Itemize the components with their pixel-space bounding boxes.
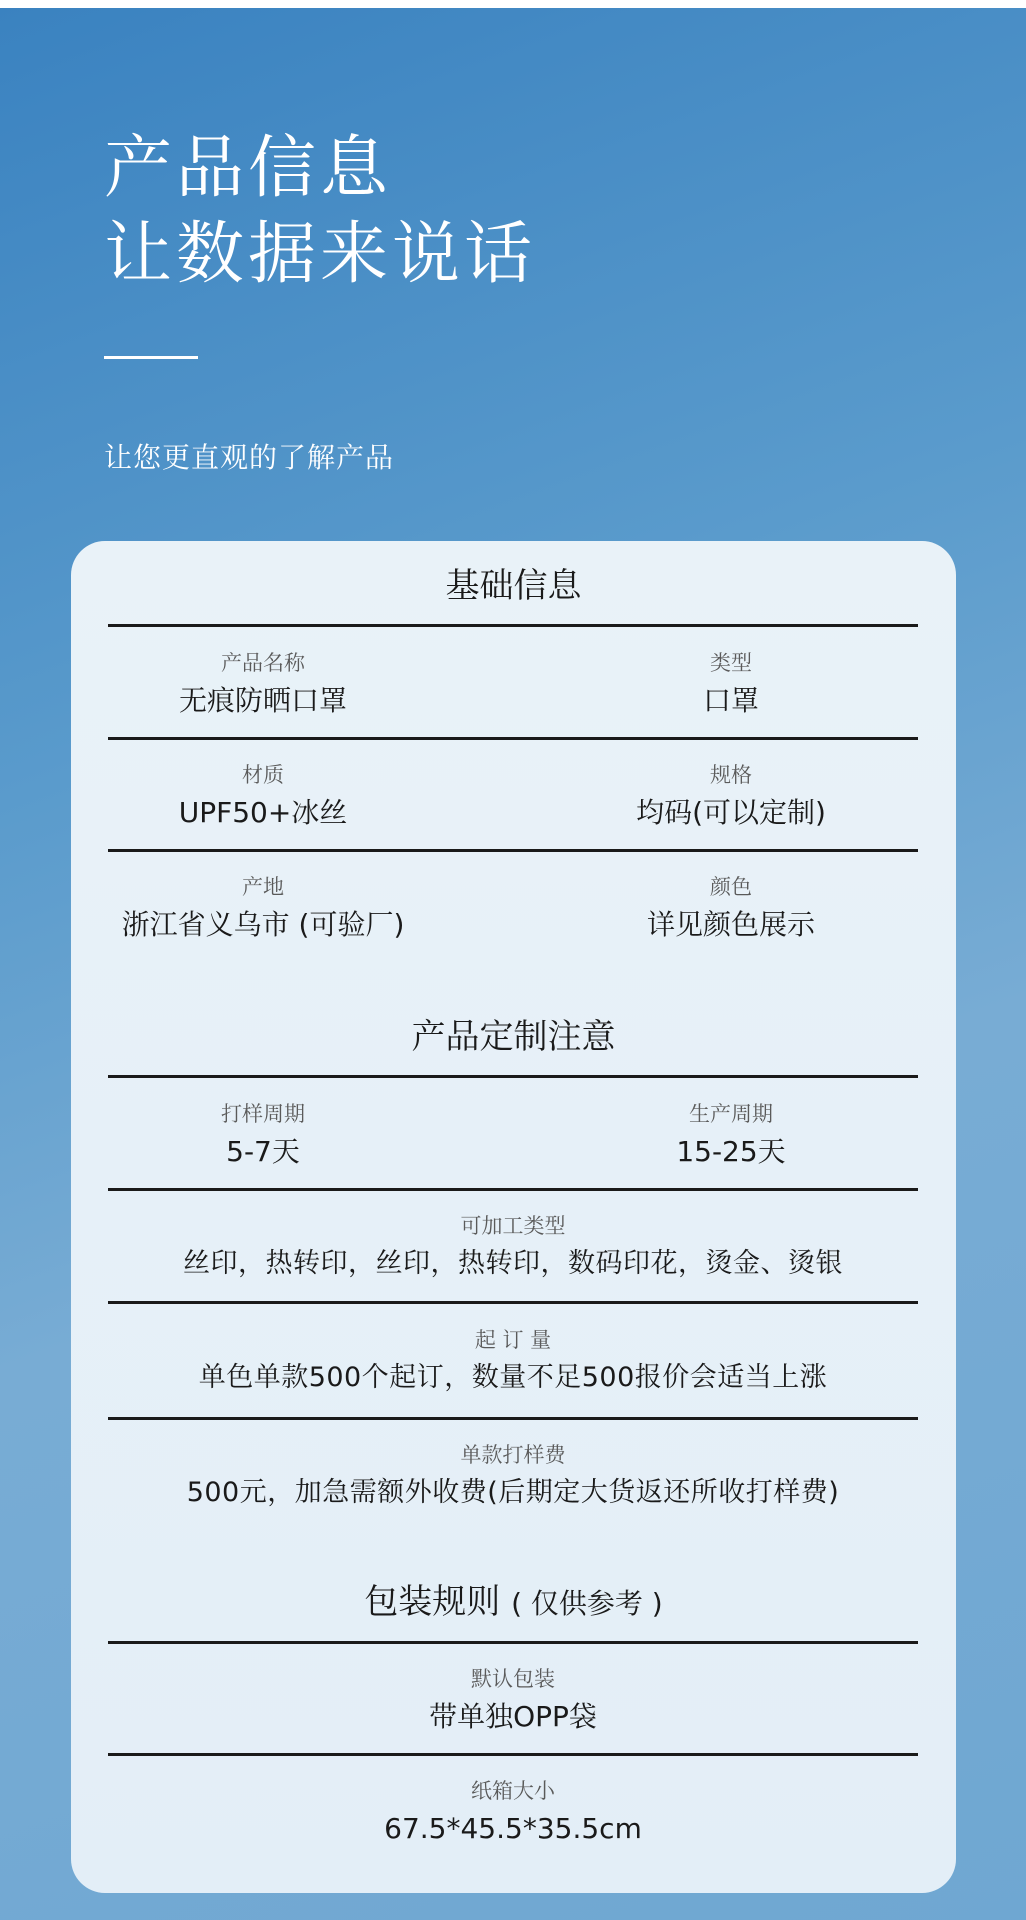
field-label: 生产周期 [689,1102,773,1126]
divider [108,1753,918,1756]
hero-divider [104,356,198,359]
field-label: 产地 [242,875,284,899]
field-sample-cycle [108,1099,418,1171]
field-origin [108,872,418,944]
field-label: 起 订 量 [474,1328,552,1352]
field-value: 15-25天 [676,1135,786,1168]
section-title-packing [71,1580,956,1626]
top-strip [0,0,1026,8]
field-label: 纸箱大小 [471,1779,555,1803]
field-value: 口罩 [702,684,759,717]
field-label: 默认包装 [471,1667,555,1691]
field-carton-size [108,1776,918,1848]
field-value: UPF50+冰丝 [178,796,348,829]
field-type [571,648,891,720]
divider [108,1075,918,1078]
divider [108,1641,918,1644]
section-title-text: 包装规则 [364,1582,501,1622]
divider [108,737,918,740]
divider [108,1188,918,1191]
field-value: 均码(可以定制) [636,796,826,829]
info-card [71,541,956,1893]
field-label: 材质 [242,763,284,787]
field-default-packing [108,1664,918,1736]
field-size [571,760,891,832]
section-title-basic: 基础信息 [445,566,582,606]
field-label: 颜色 [710,875,752,899]
field-material [108,760,418,832]
field-value: 浙江省义乌市 (可验厂) [121,908,405,941]
divider [108,1417,918,1420]
hero-title-line1: 产品信息 [104,129,393,208]
field-label: 单款打样费 [460,1443,566,1467]
field-moq [108,1325,918,1397]
divider [108,849,918,852]
field-product-name [108,648,418,720]
hero-subtitle: 让您更直观的了解产品 [104,441,395,474]
section-title-custom: 产品定制注意 [411,1017,616,1057]
field-value: 67.5*45.5*35.5cm [384,1812,642,1845]
field-label: 可加工类型 [460,1214,566,1238]
field-value: 单色单款500个起订，数量不足500报价会适当上涨 [198,1362,828,1393]
field-sample-fee [108,1440,918,1512]
divider [108,624,918,627]
section-title-note: ( 仅供参考 ) [511,1587,663,1620]
divider [108,1301,918,1304]
field-label: 类型 [710,651,752,675]
hero-title-line2: 让数据来说话 [104,215,537,294]
field-process-types [108,1211,918,1283]
field-value: 5-7天 [226,1135,300,1168]
field-value: 丝印，热转印，丝印，热转印，数码印花，烫金、烫银 [183,1248,843,1279]
field-value: 详见颜色展示 [646,908,815,941]
field-label: 打样周期 [221,1102,305,1126]
field-production-cycle [571,1099,891,1171]
field-label: 规格 [710,763,752,787]
field-label: 产品名称 [221,651,305,675]
hero-title [104,126,536,298]
field-value: 500元，加急需额外收费(后期定大货返还所收打样费) [186,1477,840,1508]
field-value: 带单独OPP袋 [429,1700,597,1733]
field-value: 无痕防晒口罩 [178,684,347,717]
field-color [571,872,891,944]
